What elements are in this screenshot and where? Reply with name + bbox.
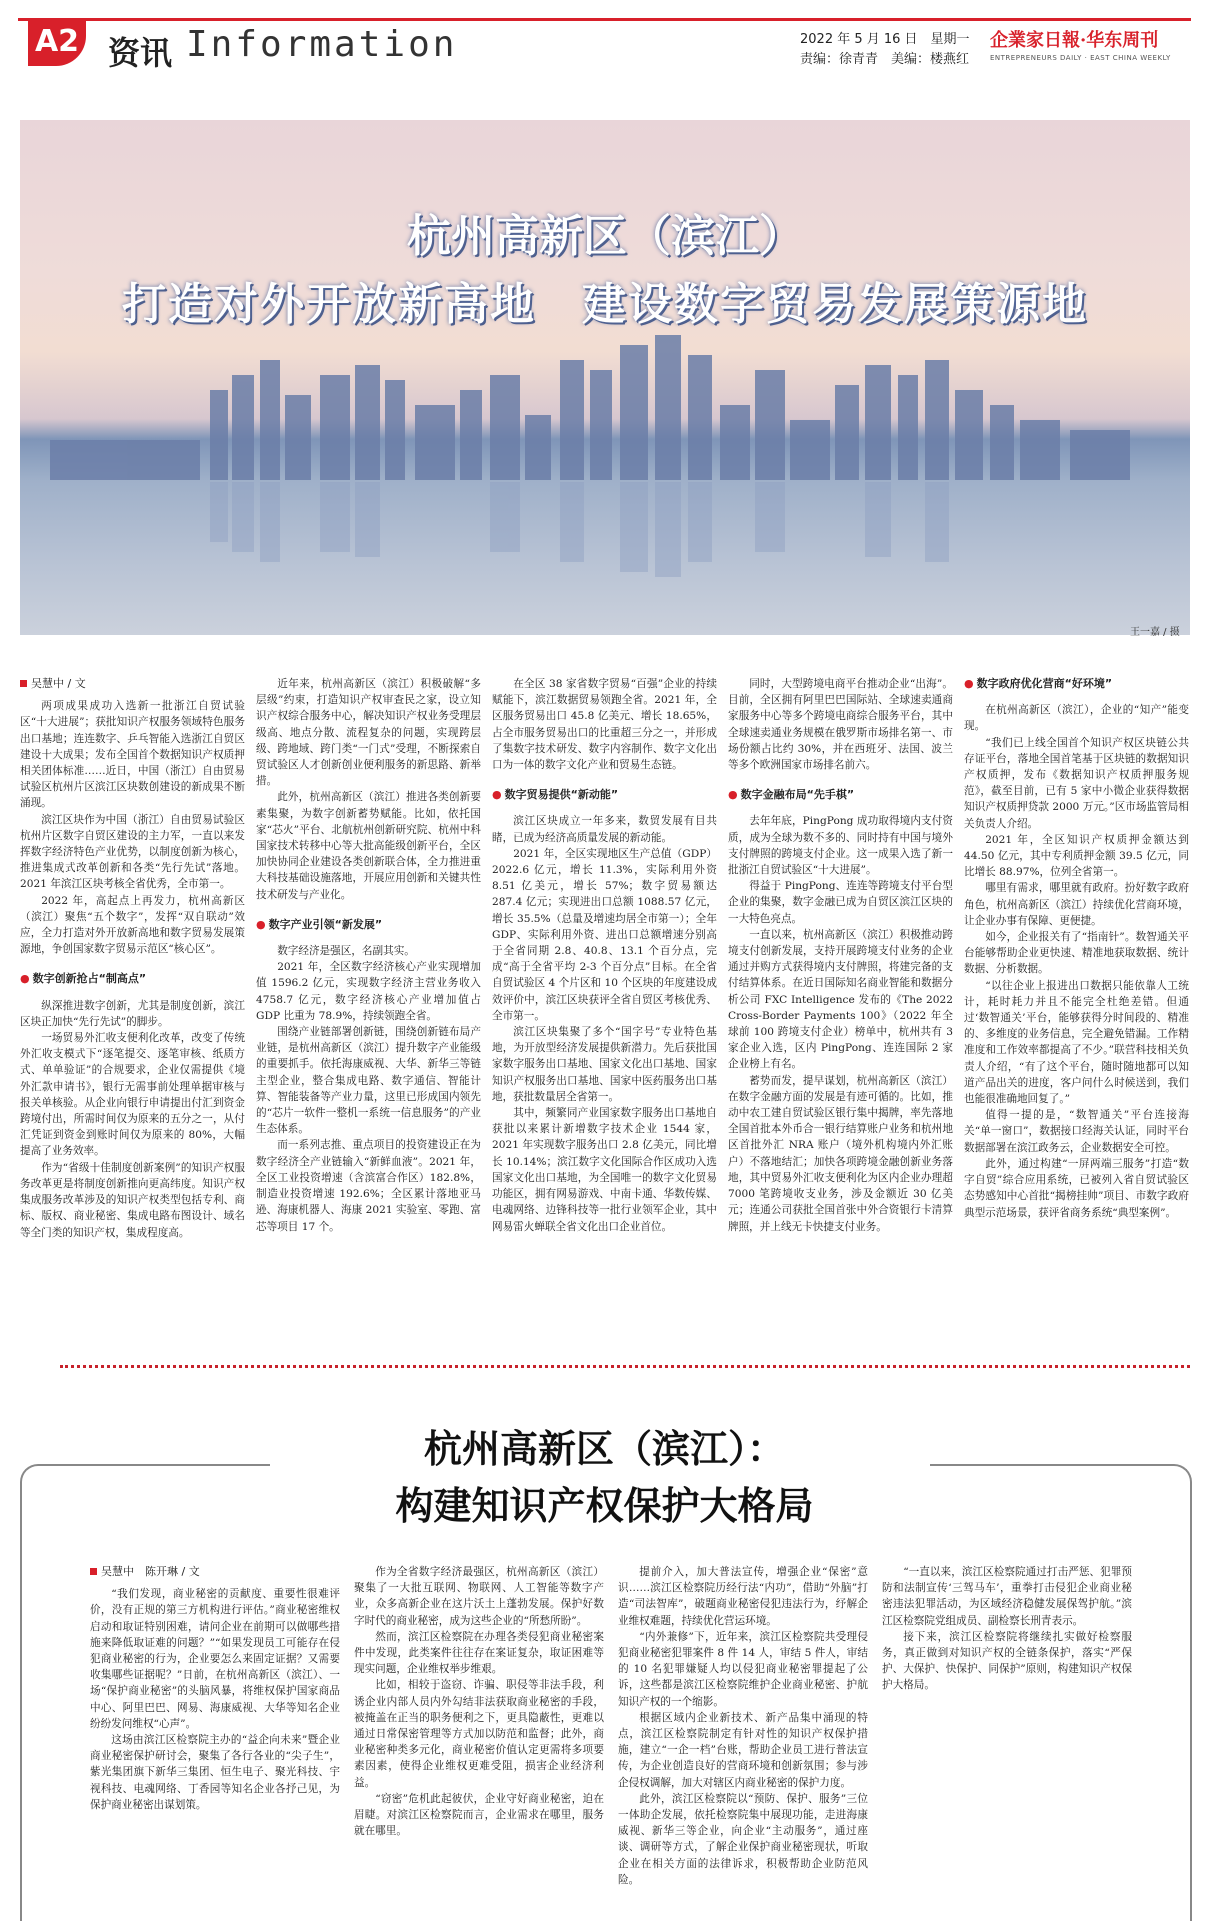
editor-credits: 责编：徐青青 美编：楼燕红 — [800, 52, 970, 67]
article1-column-5 — [964, 676, 1189, 1221]
issue-info — [800, 30, 970, 70]
subheading: ● 数字产业引领“新发展” — [256, 917, 481, 933]
paragraph: 在全区 38 家省数字贸易“百强”企业的持续赋能下，滨江数据贸易领跑全省。2021 年，全区服务贸易出口 45.8 亿美元、增长 18.65%，占全市服务贸易出口的比重超三分之一，并形成了集数字技术研发、数字内容制作、数字文化出口为一体的数字文化产业和贸易生态链。 — [492, 678, 717, 772]
article1-column-1 — [20, 676, 245, 1241]
paragraph: 滨江区块集聚了多个“国字号”专业特色基地，为开放型经济发展提供新潜力。先后获批国家数字服务出口基地、国家文化出口基地、国家知识产权服务出口基地、国家中医药服务出口基地，获批数量居全省第一。 — [492, 1026, 717, 1103]
dotted-divider — [60, 1365, 1190, 1368]
issue-date: 2022 年 5 月 16 日 星期一 — [800, 32, 970, 47]
article2-byline: 吴慧中 陈开琳 / 文 — [90, 1564, 340, 1580]
paragraph: 哪里有需求，哪里就有政府。扮好数字政府角色，杭州高新区（滨江）持续优化营商环境，让企业办事有保障、更便捷。 — [964, 882, 1189, 927]
article1-byline: 吴慧中 / 文 — [20, 676, 245, 692]
paragraph: 接下来，滨江区检察院将继续扎实做好检察服务，真正做到对知识产权的全链条保护，落实“严保护、大保护、快保护、同保护”原则，构建知识产权保护大格局。 — [882, 1630, 1132, 1692]
article2-title-line1: 杭州高新区（滨江）： — [423, 1426, 785, 1471]
paragraph: 而一系列志推、重点项目的投资建设正在为数字经济全产业链输入“新鲜血液”。2021 年，全区工业投资增速（含滨富合作区）182.8%，制造业投资增速 192.6%；全区累计落地亚马逊、海康机器人、海康 2021 实验室、零跑、富芯等项目 17 个。 — [256, 1139, 481, 1233]
top-rule — [18, 18, 1191, 21]
paragraph: “我们已上线全国首个知识产权区块链公共存证平台，落地全国首笔基于区块链的数据知识产权质押，发布《数据知识产权质押服务规范》，截至目前，已有 5 家中小微企业获得数据知识产权质押贷款 2000 万元。”区市场监管局相关负责人介绍。 — [964, 736, 1189, 830]
paragraph: 其中，频繁同产业国家数字服务出口基地自获批以来累计新增数字技术企业 1544 家，2021 年实现数字服务出口 2.8 亿美元，同比增长 10.14%；滨江数字文化国际合作区成功入选国家文化出口基地，为全国唯一的数字文化贸易功能区，拥有网易游戏、中南卡通、华数传媒、电魂网络、边锋科技等一批行业领军企业，其中网易雷火蝉联全省文化出口企业首位。 — [492, 1107, 717, 1233]
paragraph: 2021 年，全区数字经济核心产业实现增加值 1596.2 亿元，实现数字经济主营业务收入 4758.7 亿元，数字经济核心产业增加值占 GDP 比重为 78.9%，持续领跑全省。 — [256, 961, 481, 1022]
paragraph: 在杭州高新区（滨江），企业的“知产”能变现。 — [964, 704, 1189, 733]
paragraph: 蓄势而发，提早谋划，杭州高新区（滨江）在数字金融方面的发展是有迹可循的。比如，推动中农工建自贸试验区银行集中揭牌，率先落地全国首批本外币合一银行结算账户业务和杭州地区首批外汇 NRA 账户（境外机构境内外汇账户）不落地结汇；加快各项跨境金融创新业务落地，其中贸易外汇收支便利化为区内企业办理超 7000 笔跨境收支业务，涉及金额近 30 亿美元；连通公司获批全国首张中外合资银行卡清算牌照，并上线无卡快捷支付业务。 — [728, 1074, 953, 1233]
paragraph: 围绕产业链部署创新链，围绕创新链布局产业链，是杭州高新区（滨江）提升数字产业能级的重要抓手。依托海康威视、大华、新华三等链主型企业，整合集成电路、数字通信、智能计算、智能装备等产业力量，这里已形成国内领先的“芯片一软件一整机一系统一信息服务”的产业生态体系。 — [256, 1026, 481, 1136]
paragraph: 近年来，杭州高新区（滨江）积极破解“多层级”约束，打造知识产权审查民之家，设立知识产权综合服务中心，解决知识产权业务受理层级高、地点分散、流程复杂的问题，实现跨层级、跨地域、跨门类“一门式”受理，不断探索自贸试验区人才创新创业便利服务的新思路、新举措。 — [256, 678, 481, 788]
paragraph: 这场由滨江区检察院主办的“益企向未来”暨企业商业秘密保护研讨会，聚集了各行各业的“尖子生”，紫光集团旗下新华三集团、恒生电子、聚光科技、宇视科技、电魂网络、丁香园等知名企业各抒己见，为保护商业秘密出谋划策。 — [90, 1734, 340, 1811]
paragraph: 提前介入，加大普法宣传，增强企业“保密”意识……滨江区检察院历经行法“内功”，借助“外脑”打造“司法智库”，破题商业秘密侵犯违法行为，纾解企业维权难题，持续优化营运环境。 — [618, 1566, 868, 1627]
subheading: ● 数字贸易提供“新动能” — [492, 787, 717, 803]
paragraph: 得益于 PingPong、连连等跨境支付平台型企业的集聚，数字金融已成为自贸区滨江区块的一大特色亮点。 — [728, 880, 953, 925]
paragraph: 如今，企业报关有了“指南针”。数智通关平台能够帮助企业更快速、精准地获取数据、统计数据、分析数据。 — [964, 931, 1189, 976]
paragraph: “窃密”危机此起彼伏，企业守好商业秘密，迫在眉睫。对滨江区检察院而言，企业需求在哪里，服务就在哪里。 — [354, 1792, 604, 1838]
subheading: ● 数字金融布局“先手棋” — [728, 787, 953, 803]
hero-title-line1: 杭州高新区（滨江） — [407, 211, 803, 262]
article2-column-2 — [354, 1564, 604, 1839]
paragraph: 值得一提的是，“数智通关”平台连接海关“单一窗口”，数据接口经海关认证，同时平台数据部署在滨江政务云，企业数据安全可控。 — [964, 1109, 1189, 1154]
paragraph: 纵深推进数字创新，尤其是制度创新，滨江区块正加快“先行先试”的脚步。 — [20, 999, 245, 1028]
paragraph: 两项成果成功入选新一批浙江自贸试验区“十大进展”；获批知识产权服务领域特色服务出口基地；连连数字、乒乓智能入选浙江自贸区建设十大成果；发布全国首个数据知识产权质押相关团体标准……近日，中国（浙江）自由贸易试验区杭州片区滨江区块数创建设的新成果不断涌现。 — [20, 700, 245, 810]
paragraph: 2021 年，全区知识产权质押金额达到 44.50 亿元，其中专利质押金额 39.5 亿元，同比增长 88.97%，位列全省第一。 — [964, 833, 1189, 879]
paragraph: 此外，通过构建“一屏两端三服务”打造“数字自贸”综合应用系统，已被列入省自贸试验区态势感知中心首批“揭榜挂帅”项目、市数字政府典型示范场景，获评省商务系统“典型案例”。 — [964, 1157, 1189, 1219]
hero-title-line2: 打造对外开放新高地 建设数字贸易发展策源地 — [122, 279, 1088, 330]
article1-column-4 — [728, 676, 953, 1235]
section-title-en: Information — [186, 24, 458, 65]
page-number-badge: A2 — [28, 18, 86, 66]
paragraph: 2022 年，高起点上再发力，杭州高新区（滨江）聚焦“五个数字”，发挥“双自联动”效应，全力打造对外开放新高地和数字贸易发展策源地，争创国家数字贸易示范区“核心区”。 — [20, 894, 245, 956]
paragraph: 滨江区块成立一年多来，数贸发展有目共睹，已成为经济高质量发展的新动能。 — [492, 815, 717, 844]
paragraph: 然而，滨江区检察院在办理各类侵犯商业秘密案件中发现，此类案件往往存在案证复杂，取证困难等现实问题，企业维权举步维艰。 — [354, 1630, 604, 1676]
subheading: ● 数字创新抢占“制高点” — [20, 971, 245, 987]
paragraph: “以往企业上报进出口数据只能依靠人工统计，耗时耗力并且不能完全杜绝差错。但通过‘数智通关’平台，能够获得分时间段的、精准的、多维度的业务信息，完全避免错漏。工作精准度和工作效率都提高了不少。”联营科技相关负责人介绍，“有了这个平台，随时随地都可以知道产品出关的进度，客户问什么时候送到，我们也能很准确地回复了。” — [964, 979, 1189, 1106]
masthead-name: 企業家日報·华东周刊 — [990, 30, 1159, 51]
paragraph: “我们发现，商业秘密的贡献度、重要性很难评价，没有正规的第三方机构进行评估。”商业秘密维权启动和取证特别困难，请问企业在前期可以做哪些措施来降低取证难的问题？”“如果发现员工可能存在侵犯商业秘密的行为，企业要怎么来固定证据？又需要收集哪些证据呢？”日前，在杭州高新区（滨江）、一场“保护商业秘密”的头脑风暴，将维权保护国家商品中心、阿里巴巴、网易、海康威视、大华等知名企业纷纷发问维权“心声”。 — [90, 1588, 340, 1730]
paragraph: 2021 年，全区实现地区生产总值（GDP）2022.6 亿元，增长 11.3%，实际利用外资 8.51 亿美元，增长 57%；数字贸易额达 287.4 亿元；实现进出口总额 1088.57 亿元，增长 35.5%（总量及增速均居全市第一）；全年 GDP、实际利用外资、进出口总额增速分别高于全省同期 2.8、40.8、13.1 个百分点，完成“高于全省平均 2-3 个百分点”目标。在全省自贸试验区 4 个片区和 10 个区块的年度建设成效评价中，滨江区块获评全省自贸区考核优秀、全市第一。 — [492, 847, 717, 1022]
paragraph: 去年年底，PingPong 成功取得境内支付资质，成为全球为数不多的、同时持有中国与境外支付牌照的跨境支付企业。这一成果入选了新一批浙江自贸试验区“十大进展”。 — [728, 815, 953, 877]
paragraph: 比如，相较于盗窃、诈骗、职侵等非法手段，利诱企业内部人员内外勾结非法获取商业秘密的手段，被掩盖在正当的职务便利之下，更具隐蔽性，更难以通过日常保密管理等方式加以防范和监督；此外，商业秘密种类多元化，商业秘密价值认定更需将多项要素因素，使得企业维权更难受阻，损害企业经济利益。 — [354, 1679, 604, 1789]
article1-column-3 — [492, 676, 717, 1235]
paragraph: 滨江区块作为中国（浙江）自由贸易试验区杭州片区数字自贸区建设的主力军，一直以来发挥数字经济特色产业优势，以制度创新为核心，推进集成式改革创新和各类“先行先试”落地。2021 年滨江区块考核全省优秀，全市第一。 — [20, 813, 245, 891]
photo-credit: 王一嘉 / 摄 — [1130, 627, 1180, 638]
article2-title-line2: 构建知识产权保护大格局 — [395, 1483, 814, 1528]
hero-photo — [20, 120, 1190, 635]
paragraph: 作为“省级十佳制度创新案例”的知识产权服务改革更是将制度创新推向更高纬度。知识产权集成服务改革涉及的知识产权类型包括专利、商标、版权、商业秘密、集成电路布图设计、域名等全门类的知识产权，集成程度高。 — [20, 1161, 245, 1239]
paragraph: 作为全省数字经济最强区，杭州高新区（滨江）聚集了一大批互联网、物联网、人工智能等数字产业，众多高新企业在这片沃土上蓬勃发展。保护好数字时代的商业秘密，成为这些企业的“所愁所盼”。 — [354, 1566, 604, 1627]
paragraph: “内外兼修”下，近年来，滨江区检察院共受理侵犯商业秘密犯罪案件 8 件 14 人，审结 5 件人，审结的 10 名犯罪嫌疑人均以侵犯商业秘密罪提起了公诉，这些都是滨江区检察院维护企业商业秘密、护航知识产权的一个缩影。 — [618, 1630, 868, 1708]
paragraph: 此外，滨江区检察院以“预防、保护、服务”三位一体助企发展，依托检察院集中展现功能，走进海康威视、新华三等企业，向企业“主动服务”，通过座谈、调研等方式，了解企业保护商业秘密现状，听取企业在相关方面的法律诉求，积极帮助企业防范风险。 — [618, 1792, 868, 1886]
paragraph: 数字经济是强区，名副其实。 — [277, 945, 415, 958]
paragraph: 同时，大型跨境电商平台推动企业“出海”。目前，全区拥有阿里巴巴国际站、全球速卖通商家服务中心等多个跨境电商综合服务平台，其中全球速卖通业务规模在俄罗斯市场排名第一、市场份额占比约 30%，并在西班牙、法国、波兰等多个欧洲国家市场排名前六。 — [728, 678, 953, 772]
subheading: ● 数字政府优化营商“好环境” — [964, 676, 1189, 692]
article2-column-3 — [618, 1564, 868, 1888]
paragraph: 此外，杭州高新区（滨江）推进各类创新要素集聚，为数字创新蓄势赋能。比如，依托国家“芯火”平台、北航杭州创新研究院、杭州中科国家技术转移中心等大批高能级创新平台，全区加快协同企业建设各类创新联合体，全力推进重大科技基础设施落地，开展应用创新和关键共性技术研发与产业化。 — [256, 791, 481, 901]
paragraph: 一场贸易外汇收支便利化改革，改变了传统外汇收支模式下“逐笔提交、逐笔审核、纸质方式、单单验证”的合规要求，企业仅需提供《境外汇款申请书》，银行无需事前处理单据审核与报关单核验。从企业向银行申请提出付汇到资金跨境付出，所需时间仅为原来的五分之一，从付汇凭证到资金到账时间仅为原来的 80%，大幅提高了业务效率。 — [20, 1032, 245, 1158]
paragraph: 根据区域内企业新技术、新产品集中涌现的特点，滨江区检察院制定有针对性的知识产权保护措施，建立“一企一档”台账，帮助企业员工进行普法宣传，为企业创造良好的营商环境和创新氛围；参与涉企侵权调解，加大对辖区内商业秘密的保护力度。 — [618, 1711, 868, 1789]
article2-column-4 — [882, 1564, 1132, 1694]
article2-column-1 — [90, 1564, 340, 1813]
masthead-en: ENTREPRENEURS DAILY · EAST CHINA WEEKLY — [990, 54, 1171, 62]
masthead — [990, 26, 1190, 62]
article1-column-2 — [256, 676, 481, 1235]
city-skyline-illustration — [20, 120, 1190, 635]
paragraph: 一直以来，杭州高新区（滨江）积极推动跨境支付创新发展，支持开展跨境支付业务的企业通过并购方式获得境内支付牌照，将建完备的支付结算体系。在近日国际知名商业智能和数据分析公司 FXC Intelligence 发布的《The 2022 Cross-Border Payments 100》（2022 年全球前 100 跨境支付企业）榜单中，杭州共有 3 家企业入选，区内 PingPong、连连国际 2 家企业榜上有名。 — [728, 928, 953, 1071]
paragraph: “一直以来，滨江区检察院通过打击严惩、犯罪预防和法制宣传‘三驾马车’，重拳打击侵犯企业商业秘密违法犯罪活动，为区域经济稳健发展保驾护航。”滨江区检察院党组成员、副检察长刑青表示。 — [882, 1566, 1132, 1627]
section-title-cn: 资讯 — [108, 34, 173, 72]
